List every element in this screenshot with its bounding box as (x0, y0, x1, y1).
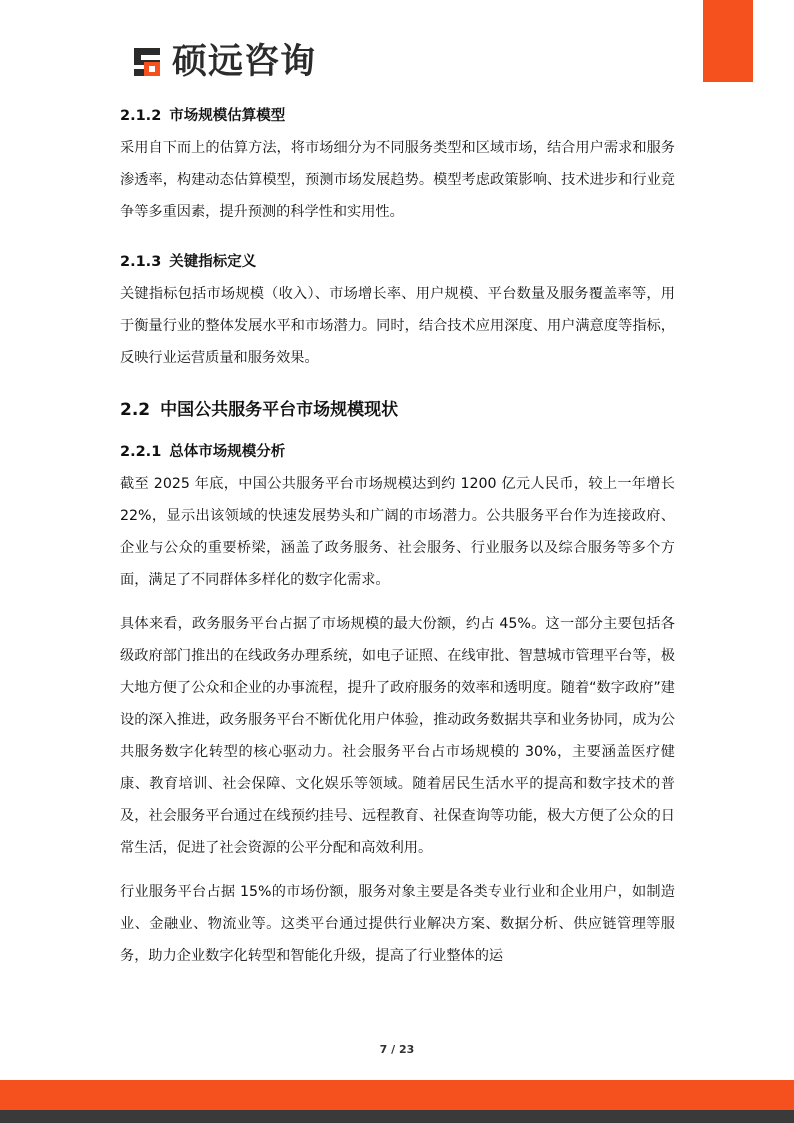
footer-dark-strip (0, 1110, 794, 1123)
brand-logo (130, 42, 316, 82)
section-heading-2-1-2 (120, 100, 675, 132)
document-body (120, 100, 675, 984)
section-heading-2-1-3 (120, 246, 675, 278)
page-number: 7 / 23 (379, 1043, 415, 1056)
corner-accent-block (703, 0, 753, 82)
paragraph: 截至 2025 年底，中国公共服务平台市场规模达到约 1200 亿元人民币，较上一年增长 22%，显示出该领域的快速发展势头和广阔的市场潜力。公共服务平台作为连接政府、企业与公众的重要桥梁，涵盖了政务服务、社会服务、行业服务以及综合服务等多个方面，满足了不同群体多样化的数字化需求。 (120, 476, 675, 588)
section-title: 市场规模估算模型 (169, 108, 286, 124)
paragraph: 行业服务平台占据 15%的市场份额，服务对象主要是各类专业行业和企业用户，如制造业、金融业、物流业等。这类平台通过提供行业解决方案、数据分析、供应链管理等服务，助力企业数字化转型和智能化升级，提高了行业整体的运 (120, 884, 675, 964)
section-number: 2.2.1 (120, 444, 162, 460)
paragraph: 关键指标包括市场规模（收入）、市场增长率、用户规模、平台数量及服务覆盖率等，用于衡量行业的整体发展水平和市场潜力。同时，结合技术应用深度、用户满意度等指标，反映行业运营质量和服务效果。 (120, 286, 675, 366)
section-title: 关键指标定义 (169, 254, 257, 270)
section-number: 2.1.3 (120, 254, 162, 270)
brand-logo-icon (130, 44, 166, 80)
section-heading-2-2 (120, 392, 675, 428)
footer-accent-bar (0, 1080, 794, 1110)
section-title: 中国公共服务平台市场规模现状 (160, 400, 399, 420)
paragraph: 具体来看，政务服务平台占据了市场规模的最大份额，约占 45%。这一部分主要包括各级政府部门推出的在线政务办理系统，如电子证照、在线审批、智慧城市管理平台等，极大地方便了公众和企业的办事流程，提升了政府服务的效率和透明度。随着“数字政府”建设的深入推进，政务服务平台不断优化用户体验，推动政务数据共享和业务协同，成为公共服务数字化转型的核心驱动力。社会服务平台占市场规模的 30%，主要涵盖医疗健康、教育培训、社会保障、文化娱乐等领域。随着居民生活水平的提高和数字技术的普及，社会服务平台通过在线预约挂号、远程教育、社保查询等功能，极大方便了公众的日常生活，促进了社会资源的公平分配和高效利用。 (120, 616, 675, 856)
section-heading-2-2-1 (120, 436, 675, 468)
section-number: 2.1.2 (120, 108, 162, 124)
brand-name: 硕远咨询 (172, 42, 317, 82)
section-number: 2.2 (120, 400, 151, 420)
section-title: 总体市场规模分析 (169, 444, 286, 460)
paragraph: 采用自下而上的估算方法，将市场细分为不同服务类型和区域市场，结合用户需求和服务渗透率，构建动态估算模型，预测市场发展趋势。模型考虑政策影响、技术进步和行业竞争等多重因素，提升预测的科学性和实用性。 (120, 140, 675, 220)
